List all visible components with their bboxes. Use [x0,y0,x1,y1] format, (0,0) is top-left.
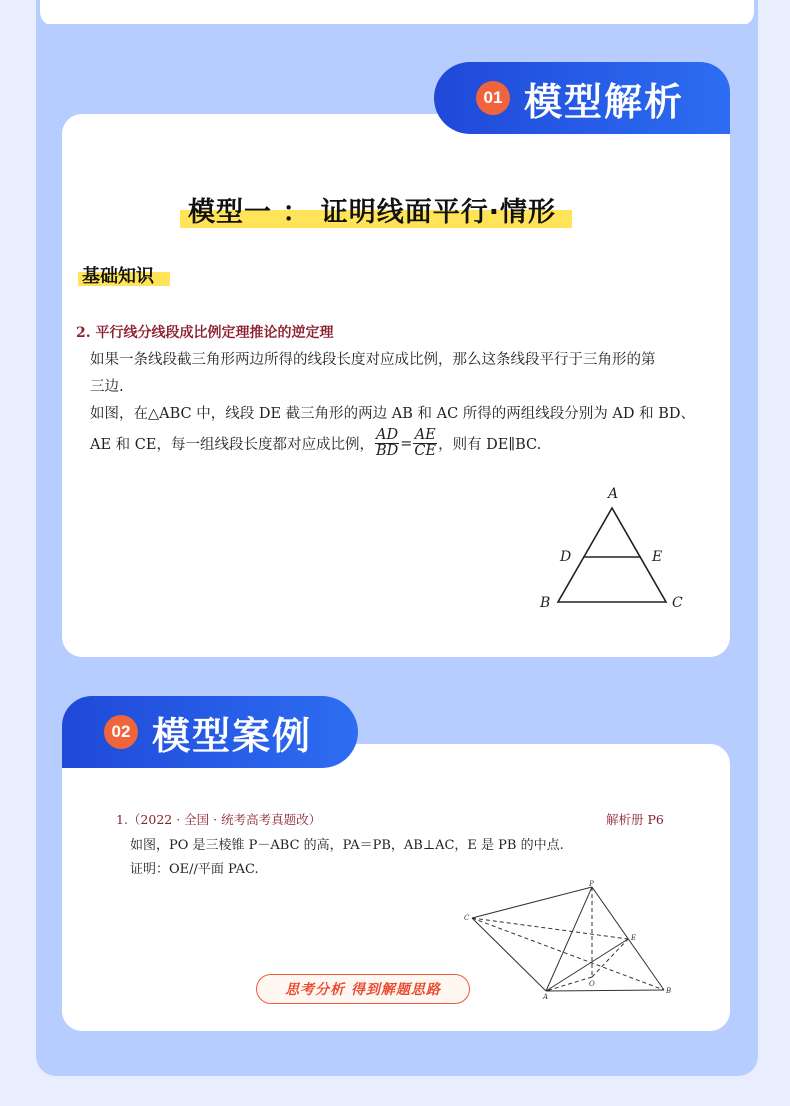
theorem-line-3: 如图，在△ABC 中，线段 DE 截三角形的两边 AB 和 AC 所得的两组线段分别为 AD 和 BD、 [90,406,696,422]
problem-line-2: 证明：OE//平面 PAC. [130,862,259,877]
label-p: P [589,880,594,888]
label-b2: B [666,987,672,995]
problem-line-1: 如图，PO 是三棱锥 P－ABC 的高，PA＝PB，AB⊥AC，E 是 PB 的中点. [130,838,564,853]
triangle-figure [530,480,700,615]
theorem-line-2: 三边. [90,379,124,395]
previous-card-edge [40,0,754,26]
label-b: B [540,595,551,611]
theorem-line-4-suffix: ，则有 DE∥BC. [438,437,542,454]
edge-pa [546,887,592,991]
edge-cb [472,918,664,990]
edge-pc [472,887,592,918]
edge-ca [472,918,546,991]
think-analysis-button[interactable]: 思考分析 得到解题思路 [256,974,470,1004]
theorem-line-4-prefix: AE 和 CE，每一组线段长度都对应成比例， [90,437,374,454]
fraction-bd-denominator: BD [375,443,399,460]
pyramid-figure [462,880,684,1000]
problem-reference: 解析册 P6 [606,812,664,827]
fraction-ae-numerator: AE [414,427,436,443]
section2-title: 模型案例 [152,713,313,758]
section2-number-badge: 02 [104,715,138,749]
fraction-ce-denominator: CE [414,443,437,460]
segment-oa [546,977,592,991]
fraction-ae-ce [413,428,437,459]
fraction-ad-numerator: AD [376,427,399,443]
fraction-ad-bd [375,428,399,459]
label-e: E [652,549,663,565]
section1-number-badge: 01 [476,81,510,115]
section1-title: 模型解析 [524,79,685,124]
segment-ce [472,918,628,939]
basic-knowledge-block [78,260,170,288]
triangle-abc [558,508,666,602]
problem-source: 1.（2022 · 全国 · 统考高考真题改） [116,812,322,827]
fraction-equals: = [400,435,413,452]
section2-header [62,696,358,768]
label-c: C [672,595,683,611]
theorem-line-1: 如果一条线段截三角形两边所得的线段长度对应成比例，那么这条线段平行于三角形的第 [90,352,656,368]
top-strip [0,0,790,24]
model-title-block [180,190,572,234]
label-a2: A [543,993,549,1000]
edge-ab [546,990,664,991]
label-e2: E [631,934,637,942]
label-d: D [560,549,572,565]
label-c2: C [464,914,470,922]
theorem-line-4 [90,428,541,459]
theorem-heading: 2. 平行线分线段成比例定理推论的逆定理 [76,325,334,341]
top-strip-frame [36,0,758,24]
label-o: O [589,980,595,988]
model-title: 模型一 ： 证明线面平行·情形 [188,197,557,228]
edge-ae [546,939,628,991]
label-a: A [608,486,619,502]
section1-header [434,62,730,134]
basic-knowledge-label: 基础知识 [82,266,154,287]
